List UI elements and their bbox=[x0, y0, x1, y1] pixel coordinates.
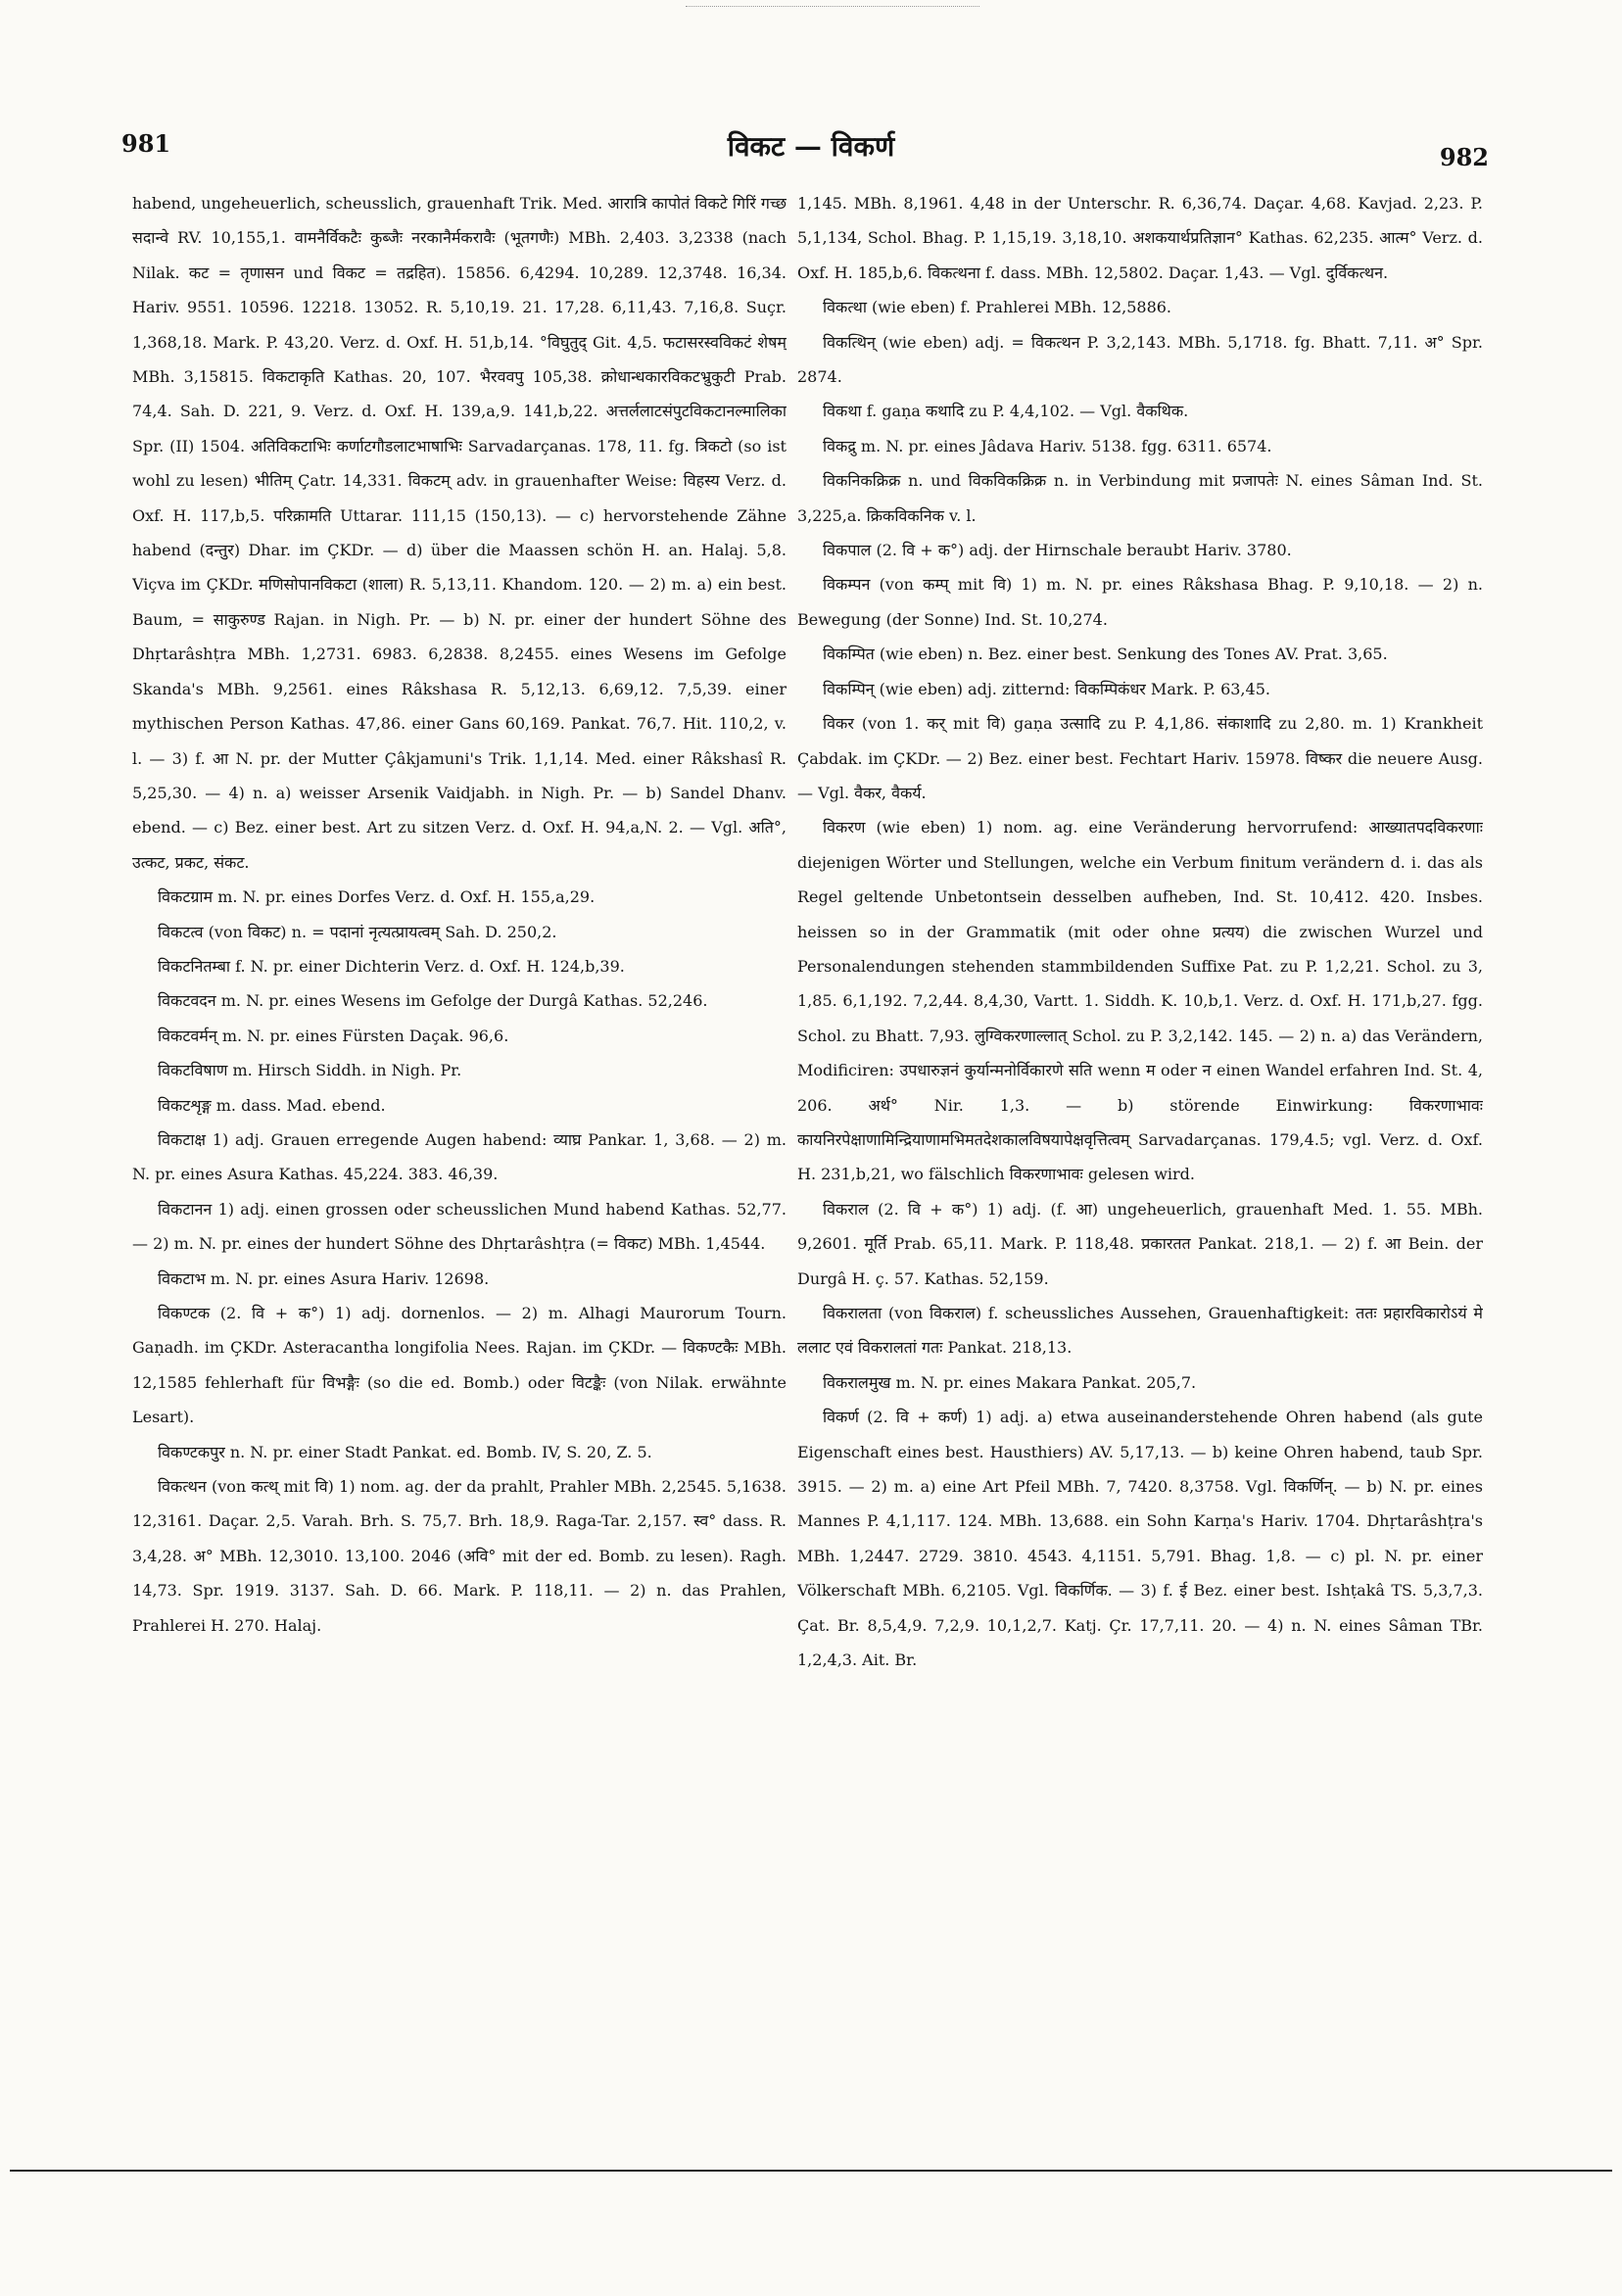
top-scan-mark bbox=[686, 6, 979, 7]
dictionary-entry: विकत्था (wie eben) f. Prahlerei MBh. 12,5886. bbox=[823, 298, 1172, 317]
footer-rule bbox=[10, 2170, 1612, 2172]
dictionary-entry: विकनिकक्रिक्र n. und विकविकक्रिक्र n. in Verbindung mit प्रजापतेः N. eines Sâman Ind. St. 3,225,a. क्रिकविकनिक v. l. bbox=[797, 471, 1483, 525]
dictionary-entry: विकटग्राम m. N. pr. eines Dorfes Verz. d. Oxf. H. 155,a,29. bbox=[158, 887, 596, 907]
dictionary-entry: विकटवदन m. N. pr. eines Wesens im Gefolge der Durgâ Kathas. 52,246. bbox=[158, 991, 708, 1011]
dictionary-entry: विकराल (2. वि + क°) 1) adj. (f. आ) ungeheuerlich, grauenhaft Med. 1. 55. MBh. 9,2601. मूर्ति Prab. 65,11. Mark. P. 118,48. प्रकारतत Pankat. 218,1. — 2) f. आ Bein. der Durgâ H. ç. 57. Kathas. 52,159. bbox=[797, 1199, 1483, 1288]
dictionary-entry: विकटानन 1) adj. einen grossen oder scheusslichen Mund habend Kathas. 52,77. — 2) m. N. pr. eines der hundert Söhne des Dhṛtarâshṭra (= विकट) MBh. 1,4544. bbox=[132, 1199, 787, 1254]
dictionary-entry: 1,145. MBh. 8,1961. 4,48 in der Unterschr. R. 6,36,74. Daçar. 4,68. Kavjad. 2,23. P. 5,1,134, Schol. Bhag. P. 1,15,19. 3,18,10. अशकयार्थप्रतिज्ञान° Kathas. 62,235. आत्म° Verz. d. Oxf. H. 185,b,6. विकत्थना f. dass. MBh. 12,5802. Daçar. 1,43. — Vgl. दुर्विकत्थन. bbox=[797, 194, 1483, 282]
left-column bbox=[132, 186, 787, 2154]
dictionary-entry: विकत्थन (von कत्थ् mit वि) 1) nom. ag. der da prahlt, Prahler MBh. 2,2545. 5,1638. 12,3161. Daçar. 2,5. Varah. Brh. S. 75,7. Brh. 18,9. Raga-Tar. 2,157. स्व° dass. R. 3,4,28. अ° MBh. 12,3010. 13,100. 2046 (अवि° mit der ed. Bomb. zu lesen). Ragh. 14,73. Spr. 1919. 3137. Sah. D. 66. Mark. P. 118,11. — 2) n. das Prahlen, Prahlerei H. 270. Halaj. bbox=[132, 1477, 787, 1635]
dictionary-entry: विकटाभ m. N. pr. eines Asura Hariv. 12698. bbox=[158, 1268, 490, 1288]
dictionary-entry: विकण्टकपुर n. N. pr. einer Stadt Pankat. ed. Bomb. IV, S. 20, Z. 5. bbox=[158, 1442, 652, 1461]
dictionary-entry: विकरालता (von विकराल) f. scheussliches Aussehen, Grauenhaftigkeit: ततः प्रहारविकारोऽयं मे ललाट एवं विकरालतां गतः Pankat. 218,13. bbox=[797, 1304, 1483, 1358]
dictionary-entry: विकटाक्ष 1) adj. Grauen erregende Augen habend: व्याघ्र Pankar. 1, 3,68. — 2) m. N. pr. eines Asura Kathas. 45,224. 383. 46,39. bbox=[132, 1129, 787, 1184]
dictionary-entry: विकथा f. gaṇa कथादि zu P. 4,4,102. — Vgl. वैकथिक. bbox=[823, 402, 1189, 421]
dictionary-entry: विकम्पिन् (wie eben) adj. zitternd: विकम्पिकंधर Mark. P. 63,45. bbox=[823, 679, 1270, 698]
right-column bbox=[797, 186, 1483, 2154]
dictionary-entry: विकर (von 1. कर् mit वि) gaṇa उत्सादि zu P. 4,1,86. संकाशादि zu 2,80. m. 1) Krankheit Çabdak. im ÇKDr. — 2) Bez. einer best. Fechtart Hariv. 15978. विष्कर die neuere Ausg. — Vgl. वैकर, वैकर्य. bbox=[797, 714, 1483, 802]
page-number-left: 981 bbox=[121, 129, 171, 158]
dictionary-entry: विकत्थिन् (wie eben) adj. = विकत्थन P. 3,2,143. MBh. 5,1718. fg. Bhatt. 7,11. अ° Spr. 2874. bbox=[797, 332, 1483, 387]
dictionary-entry: विकरालमुख m. N. pr. eines Makara Pankat. 205,7. bbox=[823, 1372, 1197, 1392]
dictionary-entry: विकद्रु m. N. pr. eines Jâdava Hariv. 5138. fgg. 6311. 6574. bbox=[823, 436, 1272, 455]
dictionary-entry: विकण्टक (2. वि + क°) 1) adj. dornenlos. — 2) m. Alhagi Maurorum Tourn. Gaṇadh. im ÇKDr. Asteracantha longifolia Nees. Rajan. im ÇKDr. — विकण्टकैः MBh. 12,1585 fehlerhaft für विभङ्गैः (so die ed. Bomb.) oder विटङ्कैः (von Nilak. erwähnte Lesart). bbox=[132, 1304, 787, 1427]
dictionary-entry: विकर्ण (2. वि + कर्ण) 1) adj. a) etwa auseinanderstehende Ohren habend (als gute Eigenschaft eines best. Hausthiers) AV. 5,17,13. — b) keine Ohren habend, taub Spr. 3915. — 2) m. a) eine Art Pfeil MBh. 7, 7420. 8,3758. Vgl. विकर्णिन्. — b) N. pr. eines Mannes P. 4,1,117. 124. MBh. 13,688. ein Sohn Karṇa's Hariv. 1704. Dhṛtarâshṭra's MBh. 1,2447. 2729. 3810. 4543. 4,1151. 5,791. Bhag. 1,8. — c) pl. N. pr. einer Völkerschaft MBh. 6,2105. Vgl. विकर्णिक. — 3) f. ई Bez. einer best. Ishṭakâ TS. 5,3,7,3. Çat. Br. 8,5,4,9. 7,2,9. 10,1,2,7. Katj. Çr. 17,7,11. 20. — 4) n. N. eines Sâman TBr. 1,2,4,3. Ait. Br. bbox=[797, 1408, 1483, 1670]
page-number-right: 982 bbox=[1439, 143, 1489, 171]
dictionary-entry: विकटवर्मन् m. N. pr. eines Fürsten Daçak. 96,6. bbox=[158, 1026, 509, 1045]
dictionary-entry: विकम्पित (wie eben) n. Bez. einer best. Senkung des Tones AV. Prat. 3,65. bbox=[823, 645, 1388, 664]
running-head: विकट — विकर्ण bbox=[727, 130, 895, 163]
dictionary-entry: habend, ungeheuerlich, scheusslich, grauenhaft Trik. Med. आरात्रि कापोतं विकटे गिरिं गच्छ सदान्वे RV. 10,155,1. वामनैर्विकटैः कुब्जैः नरकानैर्मकरावैः (भूतगणैः) MBh. 2,403. 3,2338 (nach Nilak. कट = तृणासन und विकट = तद्रहित). 15856. 6,4294. 10,289. 12,3748. 16,34. Hariv. 9551. 10596. 12218. 13052. R. 5,10,19. 21. 17,28. 6,11,43. 7,16,8. Suçr. 1,368,18. Mark. P. 43,20. Verz. d. Oxf. H. 51,b,14. °विघुतुद् Git. 4,5. फटासरस्वविकटं शेषम् MBh. 3,15815. विकटाकृति Kathas. 20, 107. भैरववपु 105,38. क्रोधान्धकारविकटभ्रुकुटी Prab. 74,4. Sah. D. 221, 9. Verz. d. Oxf. H. 139,a,9. 141,b,22. अत्तर्ललाटसंपुटविकटानल्मालिका Spr. (II) 1504. अतिविकटाभिः कर्णाटगौडलाटभाषाभिः Sarvadarçanas. 178, 11. fg. त्रिकटो (so ist wohl zu lesen) भीतिम् Çatr. 14,331. विकटम् adv. in grauenhafter Weise: विहस्य Verz. d. Oxf. H. 117,b,5. परिक्रामति Uttarar. 111,15 (150,13). — c) hervorstehende Zähne habend (दन्तुर) Dhar. im ÇKDr. — d) über die Maassen schön H. an. Halaj. 5,8. Viçva im ÇKDr. मणिसोपानविकटा (शाला) R. 5,13,11. Khandom. 120. — 2) m. a) ein best. Baum, = साकुरुण्ड Rajan. in Nigh. Pr. — b) N. pr. einer der hundert Söhne des Dhṛtarâshṭra MBh. 1,2731. 6983. 6,2838. 8,2455. eines Wesens im Gefolge Skanda's MBh. 9,2561. eines Râkshasa R. 5,12,13. 6,69,12. 7,5,39. einer mythischen Person Kathas. 47,86. einer Gans 60,169. Pankat. 76,7. Hit. 110,2, v. l. — 3) f. आ N. pr. der Mutter Çâkjamuni's Trik. 1,1,14. Med. einer Râkshasî R. 5,25,30. — 4) n. a) weisser Arsenik Vaidjabh. in Nigh. Pr. — b) Sandel Dhanv. ebend. — c) Bez. einer best. Art zu sitzen Verz. d. Oxf. H. 94,a,N. 2. — Vgl. अति°, उत्कट, प्रकट, संकट. bbox=[132, 194, 787, 872]
dictionary-entry: विकटविषाण m. Hirsch Siddh. in Nigh. Pr. bbox=[158, 1061, 462, 1080]
dictionary-entry: विकटशृङ्ग m. dass. Mad. ebend. bbox=[158, 1095, 386, 1115]
dictionary-entry: विकम्पन (von कम्प् mit वि) 1) m. N. pr. eines Râkshasa Bhag. P. 9,10,18. — 2) n. Bewegung (der Sonne) Ind. St. 10,274. bbox=[797, 575, 1483, 629]
dictionary-entry: विकटत्व (von विकट) n. = पदानां नृत्यत्प्रायत्वम् Sah. D. 250,2. bbox=[158, 922, 557, 941]
dictionary-entry: विकरण (wie eben) 1) nom. ag. eine Veränderung hervorrufend: आख्यातपदविकरणाः diejenigen Wörter und Stellungen, welche ein Verbum finitum verändern d. i. das als Regel geltende Unbetontsein desselben aufheben, Ind. St. 10,412. 420. Insbes. heissen so in der Grammatik (mit oder ohne प्रत्यय) die zwischen Wurzel und Personalendungen stehenden stammbildenden Suffixe Pat. zu P. 1,2,21. Schol. zu 3, 1,85. 6,1,192. 7,2,44. 8,4,30, Vartt. 1. Siddh. K. 10,b,1. Verz. d. Oxf. H. 171,b,27. fgg. Schol. zu Bhatt. 7,93. लुग्विकरणाल्लात् Schol. zu P. 3,2,142. 145. — 2) n. a) das Verändern, Modificiren: उपधारुज्ञनं कुर्यान्मनोर्विकारणे सति wenn म oder न einen Wandel erfahren Ind. St. 4, 206. अर्थ° Nir. 1,3. — b) störende Einwirkung: विकरणाभावः कायनिरपेक्षाणामिन्द्रियाणामभिमतदेशकालविषयापेक्षवृत्तित्वम् Sarvadarçanas. 179,4.5; vgl. Verz. d. Oxf. H. 231,b,21, wo fälschlich विकरणाभावः gelesen wird. bbox=[797, 818, 1483, 1184]
dictionary-entry: विकपाल (2. वि + क°) adj. der Hirnschale beraubt Hariv. 3780. bbox=[823, 541, 1292, 560]
dictionary-entry: विकटनितम्बा f. N. pr. einer Dichterin Verz. d. Oxf. H. 124,b,39. bbox=[158, 956, 625, 976]
